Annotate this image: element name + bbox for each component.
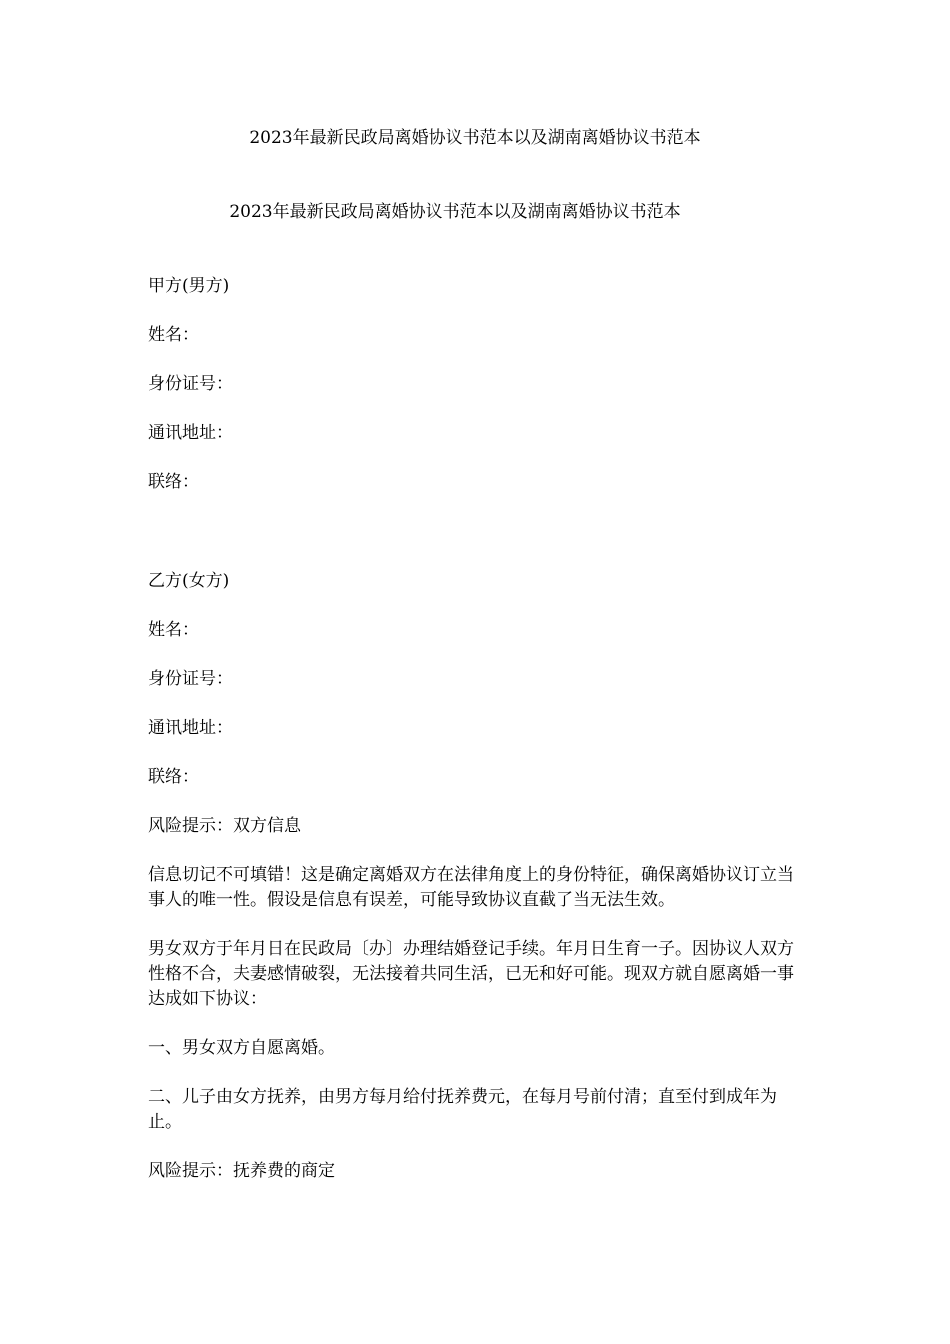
party-a-contact-label: 联络：	[148, 472, 199, 492]
party-a-name-label: 姓名：	[148, 325, 199, 345]
agreement-intro: 男女双方于年月日在民政局〔办〕办理结婚登记手续。年月日生育一子。因协议人双方性格不合，夫妻感情破裂，无法接着共同生活，已无和好可能。现双方就自愿离婚一事达成如下协议：	[148, 939, 794, 1009]
document-title: 2023年最新民政局离婚协议书范本以及湖南离婚协议书范本	[249, 128, 701, 148]
party-b-id-label: 身份证号：	[148, 669, 233, 689]
clause-2: 二、儿子由女方抚养，由男方每月给付抚养费元，在每月号前付清；直至付到成年为止。	[148, 1087, 777, 1132]
party-a-heading: 甲方(男方)	[148, 276, 230, 296]
document-body	[148, 274, 804, 1208]
document-subtitle: 2023年最新民政局离婚协议书范本以及湖南离婚协议书范本	[229, 202, 681, 222]
party-b-heading: 乙方(女方)	[148, 571, 230, 591]
party-b-address-label: 通讯地址：	[148, 718, 233, 738]
party-a-address-label: 通讯地址：	[148, 423, 233, 443]
party-a-id-label: 身份证号：	[148, 374, 233, 394]
risk-tip-party-info: 风险提示：双方信息	[148, 816, 301, 836]
party-b-contact-label: 联络：	[148, 767, 199, 787]
party-b-name-label: 姓名：	[148, 620, 199, 640]
risk-tip-party-info-body: 信息切记不可填错！这是确定离婚双方在法律角度上的身份特征，确保离婚协议订立当事人的唯一性。假设是信息有误差，可能导致协议直截了当无法生效。	[148, 865, 794, 910]
risk-tip-child-support: 风险提示：抚养费的商定	[148, 1161, 335, 1181]
clause-1: 一、男女双方自愿离婚。	[148, 1038, 335, 1058]
